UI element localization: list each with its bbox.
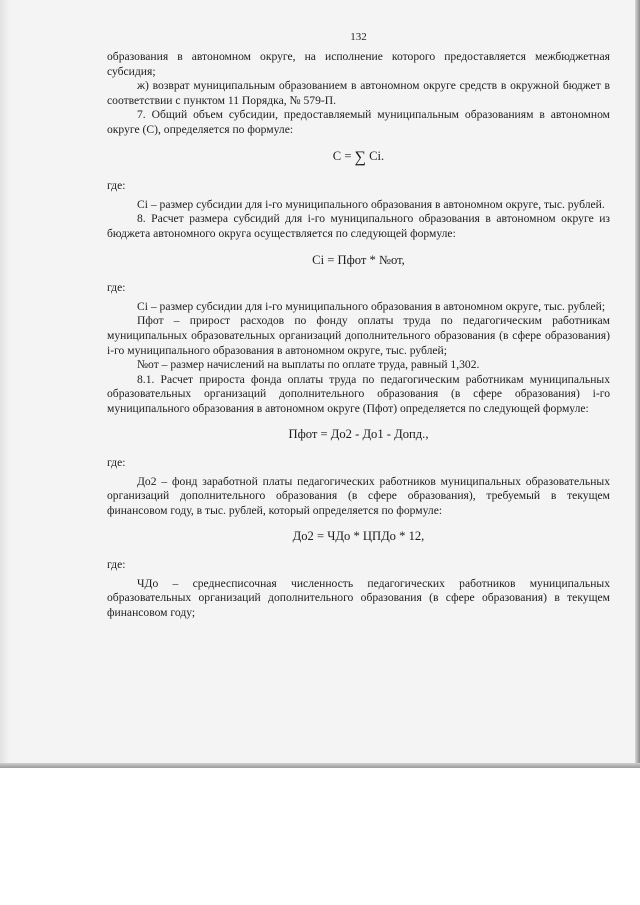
paragraph: Сi – размер субсидии для i-го муниципального образования в автономном округе, тыс. рублей. [137, 197, 605, 211]
paragraph: Пфот – прирост расходов по фонду оплаты труда по педагогическим работникам муниципальных образовательных организаций дополнительного образования (в сфере образования) i-го муниципального образования в автономном округе, тыс. рублей; [107, 314, 610, 357]
page-number: 132 [350, 31, 367, 43]
formula-payroll-fund: До2 = ЧДо * ЦПДо * 12, [292, 529, 425, 544]
scan-right-shadow [635, 0, 640, 768]
paragraph: 8.1. Расчет прироста фонда оплаты труда по педагогическим работникам муниципальных образовательных организаций дополнительного образования (в сфере образования) i-го муниципального образования в автономном округе (Пфот) определяется по следующей формуле: [107, 372, 610, 415]
formula-payroll-growth: Пфот = До2 - До1 - Допд., [288, 427, 429, 442]
formula-left: С = [332, 148, 352, 163]
where-label: где: [107, 179, 126, 193]
formula-subsidy-calc: Сi = Пфот * №от, [312, 252, 405, 267]
paragraph: 7. Общий объем субсидии, предоставляемый муниципальным образованиям в автономном округе (С), определяется по формуле: [107, 108, 610, 136]
formula-right: Сi. [369, 148, 385, 163]
sum-symbol: ∑ [354, 148, 366, 166]
document-text [107, 0, 610, 620]
paragraph: ж) возврат муниципальным образованием в автономном округе средств в окружной бюджет в соответствии с пунктом 11 Порядка, № 579-П. [107, 79, 610, 107]
paragraph: До2 – фонд заработной платы педагогических работников муниципальных образовательных организаций дополнительного образования (в сфере образования), требуемый в текущем финансовом году, в тыс. рублей, который определяется по формуле: [107, 474, 610, 517]
paragraph: №от – размер начислений на выплаты по оплате труда, равный 1,302. [137, 358, 480, 372]
formula-total-subsidy [107, 149, 610, 166]
where-label: где: [107, 281, 126, 295]
scan-bottom-shadow [0, 763, 640, 768]
paragraph: образования в автономном округе, на исполнение которого предоставляется межбюджетная субсидия; [107, 50, 610, 78]
where-label: где: [107, 456, 126, 470]
where-label: где: [107, 558, 126, 572]
paragraph: Сi – размер субсидии для i-го муниципального образования в автономном округе, тыс. рублей; [137, 299, 606, 313]
paragraph: 8. Расчет размера субсидий для i-го муниципального образования в автономном округе из бюджета автономного округа осуществляется по следующей формуле: [107, 212, 610, 240]
scan-left-edge [0, 0, 10, 768]
paragraph: ЧДо – среднесписочная численность педагогических работников муниципальных образовательных организаций дополнительного образования (в сфере образования) в текущем финансовом году; [107, 576, 610, 619]
